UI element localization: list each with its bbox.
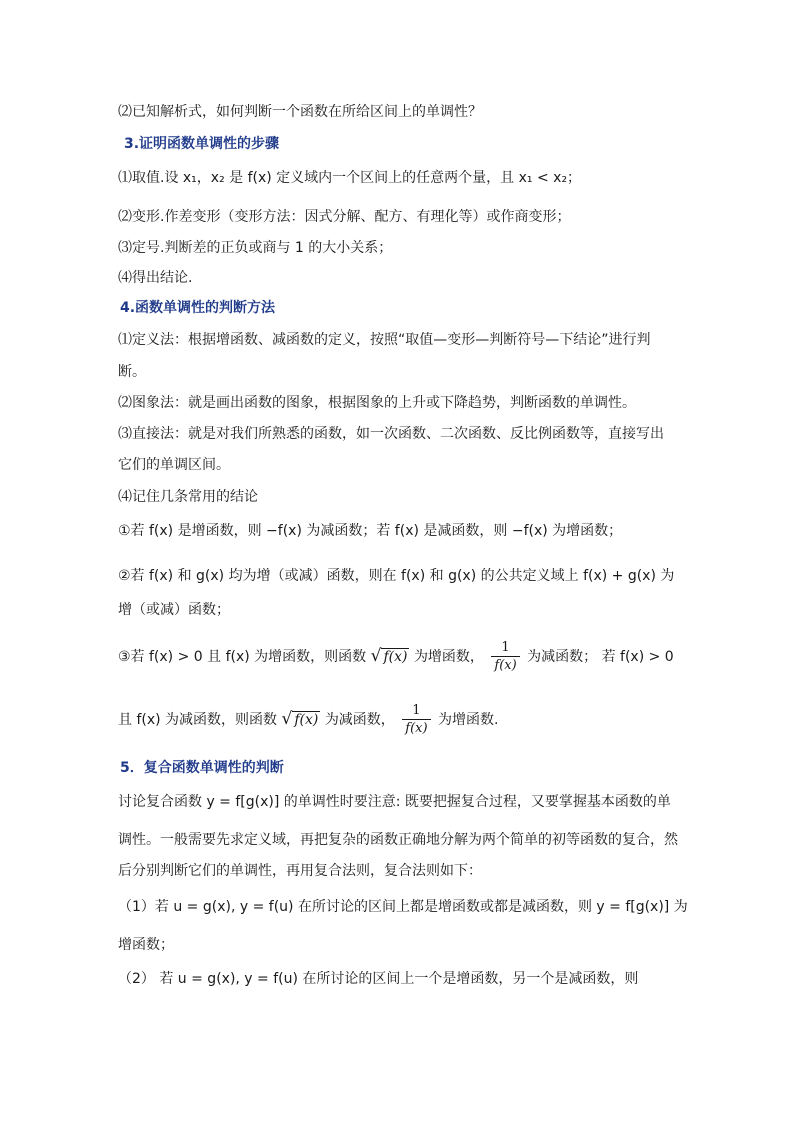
conclusion-3-line-1 [118,640,674,674]
step-1: ⑴取值.设 x₁，x₂ 是 f(x) 定义域内一个区间上的任意两个量，且 x₁ < x₂； [118,170,582,186]
section-heading-3: 3.证明函数单调性的步骤 [124,136,280,152]
section-heading-5: 5．复合函数单调性的判断 [120,760,284,776]
method-4: ⑷记住几条常用的结论 [118,489,258,505]
conclusion-3-text-f: 为增函数. [438,712,499,728]
step-2: ⑵变形.作差变形（变形方法：因式分解、配方、有理化等）或作商变形； [118,209,571,225]
method-3-line-1: ⑶直接法：就是对我们所熟悉的函数，如一次函数、二次函数、反比例函数等，直接写出 [118,426,664,442]
conclusion-3-text-b: 为增函数， [413,649,484,665]
conclusion-3-text-d: 且 f(x) 为减函数，则函数 [118,712,278,728]
method-3-line-2: 它们的单调区间。 [118,457,230,473]
conclusion-3-line-2 [118,703,498,737]
step-4: ⑷得出结论. [118,270,193,286]
paragraph-line-2: 调性。一般需要先求定义域，再把复杂的函数正确地分解为两个简单的初等函数的复合，然 [118,832,678,848]
conclusion-2-line-2: 增（或减）函数； [118,602,230,618]
method-1-line-2: 断。 [118,364,146,380]
paragraph-line-1: 讨论复合函数 y = f[g(x)] 的单调性时要注意: 既要把握复合过程，又要掌握基本函数的单 [118,794,671,810]
conclusion-3-text-a: ③若 f(x) > 0 且 f(x) 为增函数，则函数 [118,649,367,665]
rule-1-line-2: 增函数； [118,937,174,953]
conclusion-3-text-c: 为减函数； 若 f(x) > 0 [527,649,674,665]
rule-1-line-1: （1）若 u = g(x), y = f(u) 在所讨论的区间上都是增函数或都是减函数，则 y = f[g(x)] 为 [118,899,688,915]
question-line: ⑵已知解析式，如何判断一个函数在所给区间上的单调性？ [118,104,482,120]
conclusion-2-line-1: ②若 f(x) 和 g(x) 均为增（或减）函数，则在 f(x) 和 g(x) 的公共定义域上 f(x) + g(x) 为 [118,568,675,584]
sqrt-expression: √ f(x) [281,709,319,729]
reciprocal-fraction: $\frac{1}{f(x)}$ [402,703,430,737]
sqrt-expression: √ f(x) [370,646,408,666]
method-2: ⑵图象法：就是画出函数的图象，根据图象的上升或下降趋势，判断函数的单调性。 [118,395,636,411]
conclusion-3-text-e: 为减函数， [324,712,395,728]
conclusion-1: ①若 f(x) 是增函数，则 −f(x) 为减函数；若 f(x) 是减函数，则 −f(x) 为增函数； [118,523,623,539]
step-3: ⑶定号.判断差的正负或商与 1 的大小关系； [118,240,393,256]
paragraph-line-3: 后分别判断它们的单调性，再用复合法则，复合法则如下： [118,863,482,879]
rule-2-line-1: （2） 若 u = g(x), y = f(u) 在所讨论的区间上一个是增函数，另一个是减函数，则 [118,971,639,987]
method-1-line-1: ⑴定义法：根据增函数、减函数的定义，按照“取值—变形—判断符号—下结论”进行判 [118,332,651,348]
reciprocal-fraction: $\frac{1}{f(x)}$ [491,640,519,674]
section-heading-4: 4.函数单调性的判断方法 [120,300,276,316]
